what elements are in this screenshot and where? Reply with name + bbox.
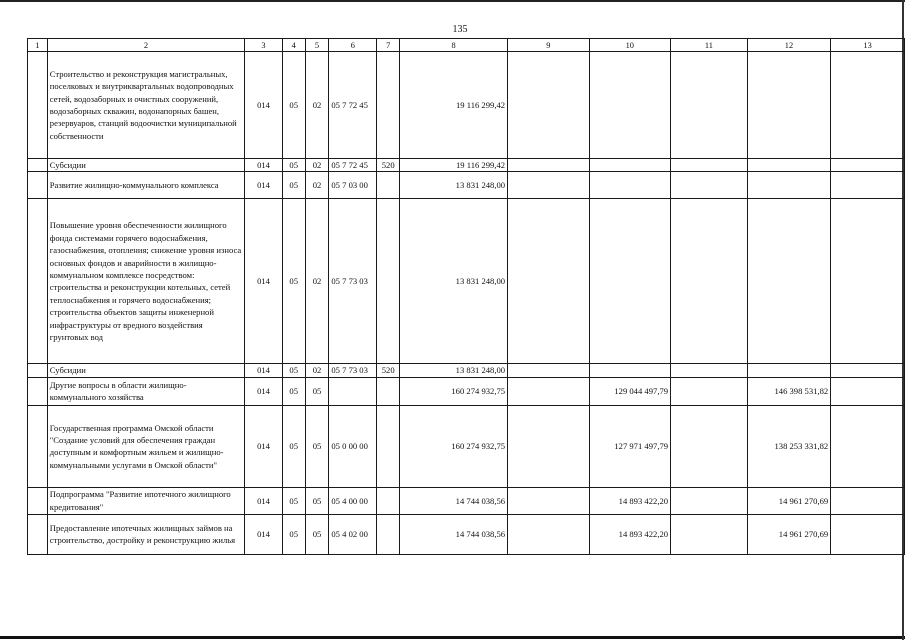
amount-col-11 bbox=[671, 405, 748, 487]
row-name: Субсидии bbox=[47, 364, 244, 377]
amount-col-8: 160 274 932,75 bbox=[400, 405, 508, 487]
amount-col-11 bbox=[671, 364, 748, 377]
amount-col-12: 14 961 270,69 bbox=[747, 514, 830, 554]
amount-col-10 bbox=[589, 159, 671, 172]
section-code: 05 bbox=[282, 487, 305, 514]
amount-col-10: 14 893 422,20 bbox=[589, 487, 671, 514]
subsection-code: 05 bbox=[305, 514, 329, 554]
amount-col-12 bbox=[747, 159, 830, 172]
amount-col-11 bbox=[671, 487, 748, 514]
row-name: Государственная программа Омской области "Создание условий для обеспечения граждан доступным и комфортным жильем и жилищно-коммунальными услугами в Омской области" bbox=[47, 405, 244, 487]
amount-col-9 bbox=[508, 172, 589, 199]
amount-col-12 bbox=[747, 199, 830, 364]
expense-type-code bbox=[377, 377, 400, 405]
amount-col-11 bbox=[671, 199, 748, 364]
target-article-code: 05 7 72 45 bbox=[329, 52, 377, 159]
column-header-12: 12 bbox=[747, 39, 830, 52]
amount-col-9 bbox=[508, 405, 589, 487]
amount-col-12: 138 253 331,82 bbox=[747, 405, 830, 487]
amount-col-13 bbox=[831, 199, 905, 364]
row-name: Субсидии bbox=[47, 159, 244, 172]
section-code: 05 bbox=[282, 172, 305, 199]
subsection-code: 02 bbox=[305, 52, 329, 159]
subsection-code: 05 bbox=[305, 487, 329, 514]
ministry-code: 014 bbox=[245, 405, 283, 487]
row-number-cell bbox=[28, 364, 48, 377]
subsection-code: 02 bbox=[305, 364, 329, 377]
page-number: 135 bbox=[452, 24, 468, 35]
amount-col-10 bbox=[589, 52, 671, 159]
amount-col-10 bbox=[589, 199, 671, 364]
amount-col-11 bbox=[671, 377, 748, 405]
amount-col-9 bbox=[508, 364, 589, 377]
row-number-cell bbox=[28, 514, 48, 554]
amount-col-9 bbox=[508, 377, 589, 405]
amount-col-13 bbox=[831, 159, 905, 172]
expense-type-code bbox=[377, 405, 400, 487]
subsection-code: 02 bbox=[305, 172, 329, 199]
section-code: 05 bbox=[282, 405, 305, 487]
subsection-code: 05 bbox=[305, 377, 329, 405]
budget-table bbox=[27, 38, 905, 555]
table-row bbox=[28, 405, 905, 487]
amount-col-10: 14 893 422,20 bbox=[589, 514, 671, 554]
section-code: 05 bbox=[282, 364, 305, 377]
table-row bbox=[28, 377, 905, 405]
column-header-9: 9 bbox=[508, 39, 589, 52]
column-header-3: 3 bbox=[245, 39, 283, 52]
table-row bbox=[28, 364, 905, 377]
expense-type-code bbox=[377, 172, 400, 199]
row-number-cell bbox=[28, 487, 48, 514]
expense-type-code bbox=[377, 487, 400, 514]
expense-type-code bbox=[377, 52, 400, 159]
ministry-code: 014 bbox=[245, 172, 283, 199]
target-article-code: 05 7 72 45 bbox=[329, 159, 377, 172]
column-header-4: 4 bbox=[282, 39, 305, 52]
amount-col-8: 14 744 038,56 bbox=[400, 487, 508, 514]
expense-type-code: 520 bbox=[377, 364, 400, 377]
column-header-6: 6 bbox=[329, 39, 377, 52]
ministry-code: 014 bbox=[245, 159, 283, 172]
table-row bbox=[28, 159, 905, 172]
amount-col-9 bbox=[508, 487, 589, 514]
section-code: 05 bbox=[282, 199, 305, 364]
amount-col-9 bbox=[508, 199, 589, 364]
column-header-13: 13 bbox=[831, 39, 905, 52]
amount-col-10: 127 971 497,79 bbox=[589, 405, 671, 487]
column-header-10: 10 bbox=[589, 39, 671, 52]
column-header-5: 5 bbox=[305, 39, 329, 52]
amount-col-10 bbox=[589, 364, 671, 377]
ministry-code: 014 bbox=[245, 364, 283, 377]
header-row bbox=[28, 39, 905, 52]
table-row bbox=[28, 487, 905, 514]
amount-col-13 bbox=[831, 405, 905, 487]
section-code: 05 bbox=[282, 514, 305, 554]
row-name: Предоставление ипотечных жилищных займов на строительство, достройку и реконструкцию жилья bbox=[47, 514, 244, 554]
row-number-cell bbox=[28, 199, 48, 364]
amount-col-12 bbox=[747, 52, 830, 159]
amount-col-13 bbox=[831, 172, 905, 199]
target-article-code: 05 0 00 00 bbox=[329, 405, 377, 487]
subsection-code: 02 bbox=[305, 159, 329, 172]
expense-type-code: 520 bbox=[377, 159, 400, 172]
amount-col-9 bbox=[508, 52, 589, 159]
amount-col-12 bbox=[747, 172, 830, 199]
amount-col-11 bbox=[671, 172, 748, 199]
amount-col-11 bbox=[671, 514, 748, 554]
target-article-code: 05 7 03 00 bbox=[329, 172, 377, 199]
ministry-code: 014 bbox=[245, 199, 283, 364]
amount-col-13 bbox=[831, 514, 905, 554]
expense-type-code bbox=[377, 514, 400, 554]
amount-col-13 bbox=[831, 377, 905, 405]
column-header-7: 7 bbox=[377, 39, 400, 52]
ministry-code: 014 bbox=[245, 52, 283, 159]
amount-col-10 bbox=[589, 172, 671, 199]
column-header-8: 8 bbox=[400, 39, 508, 52]
subsection-code: 02 bbox=[305, 199, 329, 364]
column-header-1: 1 bbox=[28, 39, 48, 52]
row-number-cell bbox=[28, 405, 48, 487]
row-name: Подпрограмма "Развитие ипотечного жилищного кредитования" bbox=[47, 487, 244, 514]
amount-col-10: 129 044 497,79 bbox=[589, 377, 671, 405]
table-row bbox=[28, 199, 905, 364]
ministry-code: 014 bbox=[245, 487, 283, 514]
amount-col-8: 19 116 299,42 bbox=[400, 52, 508, 159]
section-code: 05 bbox=[282, 377, 305, 405]
amount-col-9 bbox=[508, 514, 589, 554]
section-code: 05 bbox=[282, 52, 305, 159]
column-header-11: 11 bbox=[671, 39, 748, 52]
amount-col-11 bbox=[671, 52, 748, 159]
target-article-code: 05 7 73 03 bbox=[329, 364, 377, 377]
amount-col-13 bbox=[831, 487, 905, 514]
target-article-code: 05 4 00 00 bbox=[329, 487, 377, 514]
top-frame-line bbox=[0, 0, 905, 2]
amount-col-8: 13 831 248,00 bbox=[400, 199, 508, 364]
table-row bbox=[28, 52, 905, 159]
amount-col-8: 13 831 248,00 bbox=[400, 172, 508, 199]
amount-col-9 bbox=[508, 159, 589, 172]
row-number-cell bbox=[28, 172, 48, 199]
amount-col-12 bbox=[747, 364, 830, 377]
amount-col-12: 14 961 270,69 bbox=[747, 487, 830, 514]
bottom-frame-line bbox=[0, 636, 905, 639]
expense-type-code bbox=[377, 199, 400, 364]
amount-col-11 bbox=[671, 159, 748, 172]
amount-col-8: 160 274 932,75 bbox=[400, 377, 508, 405]
row-name: Другие вопросы в области жилищно-коммунального хозяйства bbox=[47, 377, 244, 405]
column-header-2: 2 bbox=[47, 39, 244, 52]
row-number-cell bbox=[28, 377, 48, 405]
amount-col-8: 13 831 248,00 bbox=[400, 364, 508, 377]
target-article-code bbox=[329, 377, 377, 405]
table-row bbox=[28, 514, 905, 554]
row-number-cell bbox=[28, 52, 48, 159]
row-name: Строительство и реконструкция магистральных, поселковых и внутриквартальных водопроводных сетей, водозаборных и очистных сооружений, водозаборных скважин, водонапорных башен, резервуаров, станций водоочистки муниципальной собственности bbox=[47, 52, 244, 159]
target-article-code: 05 4 02 00 bbox=[329, 514, 377, 554]
row-name: Повышение уровня обеспеченности жилищного фонда системами горячего водоснабжения, газоснабжения, отопления; снижение уровня износа основных фондов и аварийности в жилищно-коммунальном комплексе посредством: строительства и реконструкции котельных, сетей теплоснабжения и горячего водоснабжения; строительства объектов защиты инженерной инфраструктуры от вредного воздействия грунтовых вод bbox=[47, 199, 244, 364]
amount-col-8: 19 116 299,42 bbox=[400, 159, 508, 172]
row-number-cell bbox=[28, 159, 48, 172]
section-code: 05 bbox=[282, 159, 305, 172]
row-name: Развитие жилищно-коммунального комплекса bbox=[47, 172, 244, 199]
subsection-code: 05 bbox=[305, 405, 329, 487]
table-row bbox=[28, 172, 905, 199]
ministry-code: 014 bbox=[245, 377, 283, 405]
amount-col-8: 14 744 038,56 bbox=[400, 514, 508, 554]
ministry-code: 014 bbox=[245, 514, 283, 554]
target-article-code: 05 7 73 03 bbox=[329, 199, 377, 364]
amount-col-13 bbox=[831, 364, 905, 377]
amount-col-13 bbox=[831, 52, 905, 159]
amount-col-12: 146 398 531,82 bbox=[747, 377, 830, 405]
